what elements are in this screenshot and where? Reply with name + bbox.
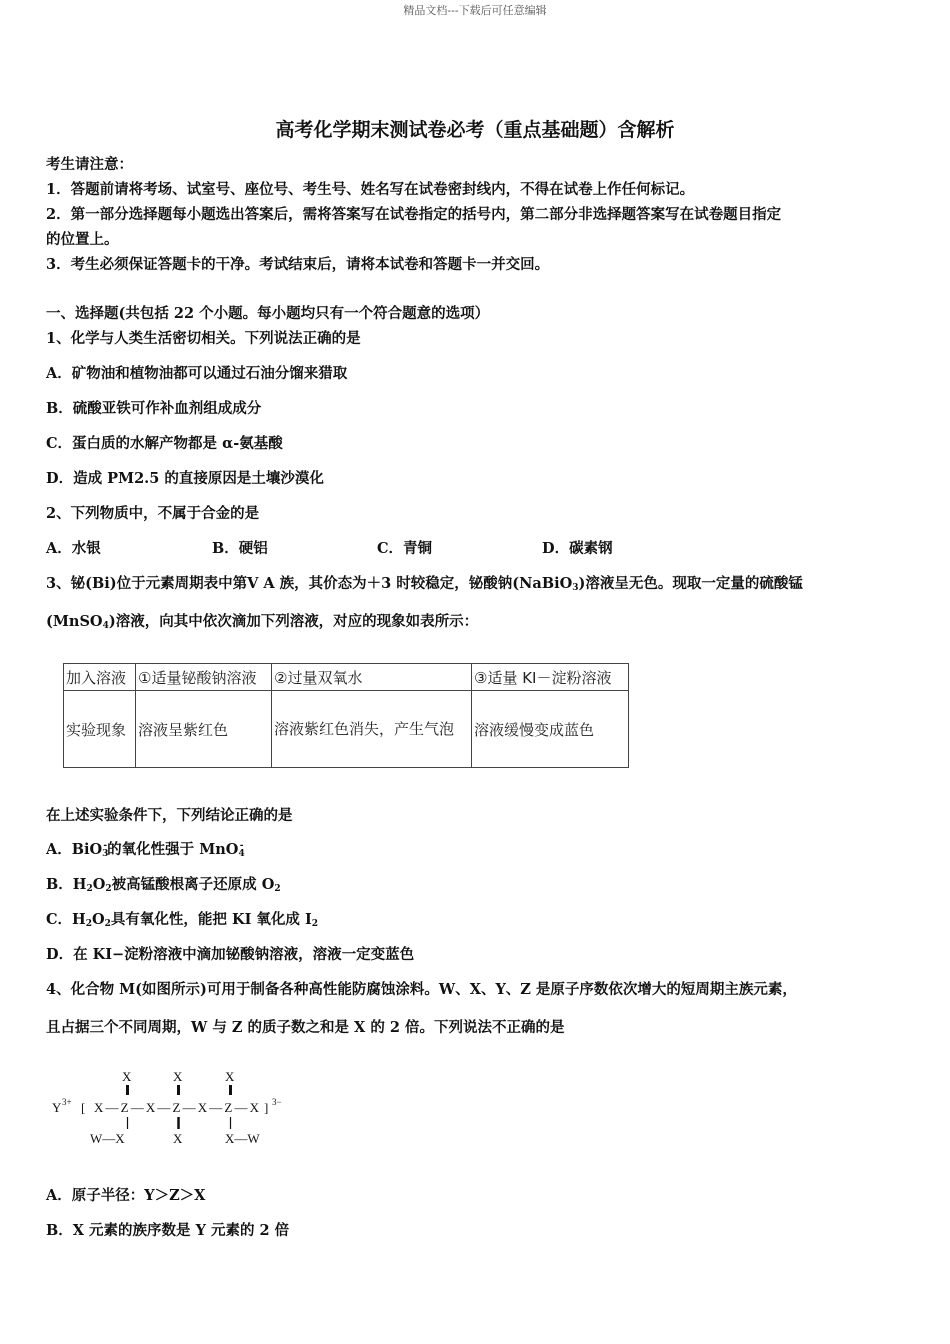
page-title: 高考化学期末测试卷必考（重点基础题）含解析 — [275, 119, 675, 141]
table-cell: ①适量铋酸钠溶液 — [136, 664, 272, 691]
table-cell: 加入溶液 — [64, 664, 136, 691]
q2-option-b: B．硬铝 — [212, 540, 268, 557]
table-cell: 溶液缓慢变成蓝色 — [472, 691, 629, 768]
q3-option-a: A．BiO$_3$-的氧化性强于 MnO$_4$- — [46, 841, 245, 859]
atom-top-1: X — [122, 1069, 132, 1084]
q1-stem: 1、化学与人类生活密切相关。下列说法正确的是 — [46, 330, 361, 347]
table-cell: ③适量 KI－淀粉溶液 — [472, 664, 629, 691]
q2-stem: 2、下列物质中，不属于合金的是 — [46, 505, 260, 522]
main-chain: X—Z—X—Z—X—Z—X — [94, 1100, 259, 1115]
q2-option-c: C．青铜 — [377, 540, 433, 557]
atom-top-2: X — [173, 1069, 183, 1084]
q3-stem-line1: 3、铋(Bi)位于元素周期表中第Ⅴ A 族，其价态为＋3 时较稳定，铋酸钠(NaBiO$_3$)溶液呈无色。现取一定量的硫酸锰 — [46, 575, 803, 593]
table-cell: 实验现象 — [64, 691, 136, 768]
q1-option-a: A．矿物油和植物油都可以通过石油分馏来猎取 — [46, 365, 348, 382]
q3-option-c: C．$H_2O_2$具有氧化性，能把 KI 氧化成 $I_2$ — [46, 911, 318, 929]
double-bond-2 — [177, 1085, 180, 1095]
q1-option-d: D．造成 PM2.5 的直接原因是土壤沙漠化 — [46, 470, 324, 487]
cation-charge: 3+ — [62, 1097, 72, 1107]
notice-heading: 考生请注意： — [46, 156, 133, 173]
q4-option-b: B．X 元素的族序数是 Y 元素的 2 倍 — [46, 1222, 290, 1239]
table-cell: 溶液紫红色消失，产生气泡 — [272, 691, 472, 768]
section-heading: 一、选择题(共包括 22 个小题。每小题均只有一个符合题意的选项） — [46, 305, 490, 322]
q4-option-a: A．原子半径：Y＞Z＞X — [46, 1187, 206, 1204]
experiment-table — [63, 663, 629, 768]
notice-item-3: 3．考生必须保证答题卡的干净。考试结束后，请将本试卷和答题卡一并交回。 — [46, 256, 550, 273]
bracket-close: ] — [264, 1100, 269, 1115]
atom-top-3: X — [225, 1069, 235, 1084]
table-row — [64, 691, 629, 768]
q1-option-c: C．蛋白质的水解产物都是 α-氨基酸 — [46, 435, 283, 452]
notice-item-2-cont: 的位置上。 — [46, 231, 119, 248]
notice-item-1: 1．答题前请将考场、试室号、座位号、考生号、姓名写在试卷密封线内，不得在试卷上作任何标记。 — [46, 181, 695, 198]
table-cell: 溶液呈紫红色 — [136, 691, 272, 768]
bottom-left: W—X — [90, 1131, 125, 1146]
notice-item-2: 2．第一部分选择题每小题选出答案后，需将答案写在试卷指定的括号内，第二部分非选择题答案写在试卷题目指定 — [46, 206, 782, 223]
table-row — [64, 664, 629, 691]
q3-option-d: D．在 KI−淀粉溶液中滴加铋酸钠溶液，溶液一定变蓝色 — [46, 946, 415, 963]
cation-symbol: Y — [52, 1100, 62, 1115]
q1-option-b: B．硫酸亚铁可作补血剂组成成分 — [46, 400, 262, 417]
q4-stem-line1: 4、化合物 M(如图所示)可用于制备各种高性能防腐蚀涂料。W、X、Y、Z 是原子序数依次增大的短周期主族元素， — [46, 981, 797, 998]
q4-stem-line2: 且占据三个不同周期，W 与 Z 的质子数之和是 X 的 2 倍。下列说法不正确的是 — [46, 1019, 565, 1036]
table-cell: ②过量双氧水 — [272, 664, 472, 691]
q2-option-a: A．水银 — [46, 540, 101, 557]
q3-lead: 在上述实验条件下，下列结论正确的是 — [46, 807, 293, 824]
double-bond-3 — [229, 1085, 232, 1095]
q3-stem-line2: (MnSO$_4$)溶液，向其中依次滴加下列溶液，对应的现象如表所示： — [46, 613, 479, 631]
bottom-right: X—W — [225, 1131, 260, 1146]
q2-option-d: D．碳素钢 — [542, 540, 613, 557]
structure-formula — [50, 1065, 310, 1150]
structure-svg — [50, 1065, 310, 1150]
page-header: 精品文档---下载后可任意编辑 — [403, 4, 547, 17]
double-bond-1 — [126, 1085, 129, 1095]
bracket-open: [ — [81, 1100, 86, 1115]
anion-charge: 3− — [272, 1097, 282, 1107]
q3-option-b: B．$H_2O_2$被高锰酸根离子还原成 $O_2$ — [46, 876, 281, 894]
bottom-middle: X — [173, 1131, 183, 1146]
